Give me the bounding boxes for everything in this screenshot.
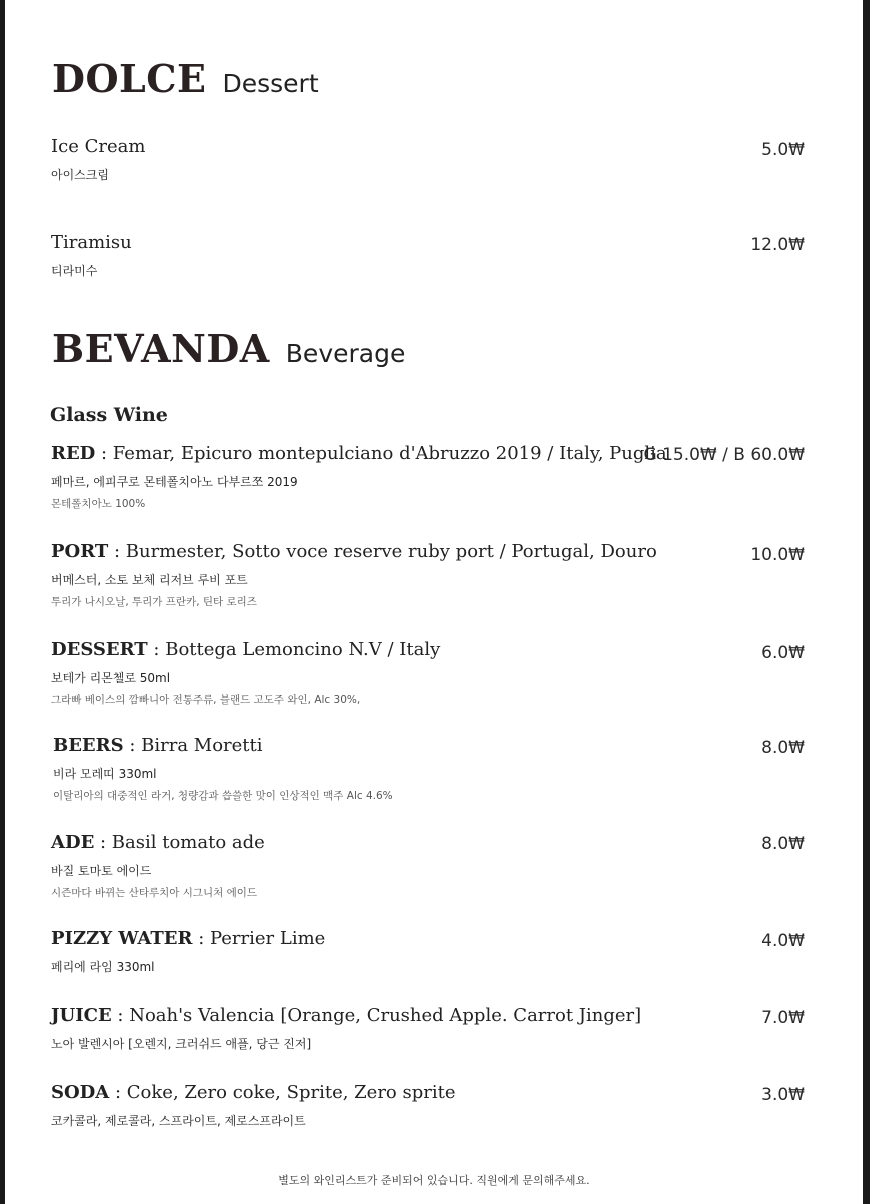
item-name: [51, 639, 811, 660]
item-detail: : Perrier Lime: [192, 928, 326, 949]
item-korean-name: 페마르, 에피쿠로 몬테폴치아노 다부르쪼 2019: [51, 475, 298, 489]
section-subtitle-dessert: Dessert: [222, 69, 319, 98]
item-name: [53, 735, 811, 756]
item-detail: : Birra Moretti: [123, 735, 263, 756]
footer-note: 별도의 와인리스트가 준비되어 있습니다. 직원에게 문의해주세요.: [278, 1174, 590, 1187]
item-price: 12.0₩: [750, 235, 805, 255]
menu-item-soda: [51, 1082, 811, 1129]
item-korean-name: 보테가 리몬첼로 50ml: [51, 671, 171, 685]
item-detail: : Basil tomato ade: [94, 832, 265, 853]
item-description: 이탈리아의 대중적인 라거, 청량감과 씁쓸한 맛이 인상적인 맥주 Alc 4.6%: [53, 790, 393, 802]
bevanda-section-header: [52, 326, 405, 371]
item-price: 7.0₩: [761, 1008, 805, 1028]
item-korean-name: 비라 모레띠 330ml: [53, 767, 157, 781]
item-category: SODA: [51, 1082, 110, 1103]
item-price: G 15.0₩ / B 60.0₩: [643, 445, 805, 465]
menu-item-pizzy-water: [51, 928, 811, 975]
item-description: 몬테폴치아노 100%: [51, 498, 146, 510]
item-korean-name: 바질 토마토 에이드: [51, 864, 152, 878]
item-korean-name: 노아 발렌시아 [오렌지, 크러쉬드 애플, 당근 진저]: [51, 1037, 312, 1051]
item-category: RED: [51, 443, 96, 464]
item-name: [51, 832, 811, 853]
item-description: 그라빠 베이스의 깜빠니아 전통주류, 블랜드 고도주 와인, Alc 30%,: [51, 694, 361, 706]
item-price: 5.0₩: [761, 140, 805, 160]
item-name: [51, 1082, 811, 1103]
item-price: 4.0₩: [761, 931, 805, 951]
item-korean-name: 버메스터, 소토 보체 리저브 루비 포트: [51, 573, 248, 587]
item-detail: : Coke, Zero coke, Sprite, Zero sprite: [109, 1082, 456, 1103]
item-price: 8.0₩: [761, 738, 805, 758]
item-price: 10.0₩: [750, 545, 805, 565]
item-detail: : Burmester, Sotto voce reserve ruby port / Portugal, Douro: [108, 541, 657, 562]
item-detail: : Noah's Valencia [Orange, Crushed Apple. Carrot Jinger]: [111, 1005, 642, 1026]
item-name: Ice Cream: [51, 136, 146, 157]
item-name: Tiramisu: [51, 232, 132, 253]
menu-item-ice-cream: [51, 136, 811, 183]
item-korean-name: 코카콜라, 제로콜라, 스프라이트, 제로스프라이트: [51, 1114, 306, 1128]
item-category: PORT: [51, 541, 109, 562]
dolce-section-header: [52, 56, 319, 101]
item-price: 8.0₩: [761, 834, 805, 854]
item-price: 6.0₩: [761, 643, 805, 663]
item-price: 3.0₩: [761, 1085, 805, 1105]
item-description: 투리가 나시오날, 투리가 프란카, 틴타 로리즈: [51, 596, 257, 608]
menu-page: [5, 0, 863, 1204]
section-title-bevanda: BEVANDA: [52, 326, 270, 371]
item-category: ADE: [51, 832, 95, 853]
menu-item-ade: [51, 832, 811, 900]
menu-item-juice: [51, 1005, 843, 1052]
item-category: DESSERT: [51, 639, 148, 660]
item-name: [51, 541, 811, 562]
glass-wine-heading: Glass Wine: [50, 404, 168, 426]
section-subtitle-beverage: Beverage: [285, 339, 406, 368]
item-korean-name: 티라미수: [51, 264, 98, 278]
item-detail: : Bottega Lemoncino N.V / Italy: [147, 639, 441, 660]
item-korean-name: 아이스크림: [51, 168, 109, 182]
menu-item-beers: [53, 735, 811, 803]
item-detail: : Femar, Epicuro montepulciano d'Abruzzo 2019 / Italy, Puglia: [95, 443, 667, 464]
item-name: [51, 1005, 843, 1026]
item-name: [51, 928, 811, 949]
menu-item-tiramisu: [51, 232, 811, 279]
item-category: BEERS: [53, 735, 124, 756]
menu-item-dessert-wine: [51, 639, 811, 707]
item-korean-name: 페리에 라임 330ml: [51, 960, 155, 974]
item-category: JUICE: [51, 1005, 112, 1026]
item-description: 시즌마다 바뀌는 산타루치아 시그니처 에이드: [51, 887, 258, 899]
item-category: PIZZY WATER: [51, 928, 193, 949]
section-title-dolce: DOLCE: [52, 56, 207, 101]
menu-item-port: [51, 541, 811, 609]
